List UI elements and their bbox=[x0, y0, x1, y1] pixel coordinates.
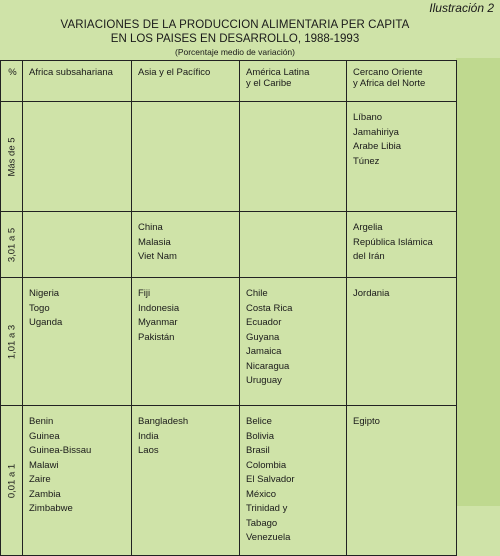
table-cell bbox=[240, 278, 347, 406]
header-row bbox=[1, 61, 457, 102]
title-block bbox=[0, 18, 470, 58]
country-name: Bolivia bbox=[246, 430, 274, 442]
country-name: China bbox=[138, 222, 163, 233]
header-percent: % bbox=[1, 61, 23, 102]
country-name: Ecuador bbox=[246, 317, 282, 328]
country-name: Pakistán bbox=[138, 331, 175, 343]
country-name: Zambia bbox=[29, 488, 61, 500]
row-range-text: 0,01 a 1 bbox=[6, 463, 17, 498]
table-cell bbox=[240, 212, 347, 278]
table-cell bbox=[132, 406, 240, 556]
country-name: Belice bbox=[246, 416, 272, 427]
production-table bbox=[0, 60, 457, 556]
country-name: Uganda bbox=[29, 317, 63, 328]
country-name: Trinidad y bbox=[246, 503, 288, 514]
country-name: Jamaica bbox=[246, 346, 282, 357]
title-line-1: VARIACIONES DE LA PRODUCCION ALIMENTARIA PER CAPITA bbox=[60, 19, 410, 31]
table-cell bbox=[23, 212, 132, 278]
header-africa-subsahariana: Africa subsahariana bbox=[23, 61, 132, 102]
country-name: Fiji bbox=[138, 288, 151, 299]
country-name: Guinea-Bissau bbox=[29, 445, 92, 456]
table-row bbox=[1, 212, 457, 278]
subtitle: (Porcentaje medio de variación) bbox=[174, 47, 295, 57]
country-name: Indonesia bbox=[138, 302, 180, 314]
table-row bbox=[1, 102, 457, 212]
table-cell bbox=[240, 102, 347, 212]
row-range-label bbox=[1, 278, 23, 406]
table-cell bbox=[23, 278, 132, 406]
table-cell bbox=[132, 278, 240, 406]
country-name: Costa Rica bbox=[246, 302, 293, 314]
country-name: Arabe Libia bbox=[353, 141, 402, 152]
table-cell bbox=[23, 102, 132, 212]
table-cell bbox=[347, 212, 457, 278]
table-cell bbox=[23, 406, 132, 556]
country-name: Myanmar bbox=[138, 317, 178, 328]
country-name: Nigeria bbox=[29, 288, 60, 299]
country-name: Venezuela bbox=[246, 532, 291, 543]
country-name: del Irán bbox=[353, 251, 385, 262]
country-name: Benin bbox=[29, 416, 54, 427]
country-name: Líbano bbox=[353, 112, 383, 123]
table-row bbox=[1, 406, 457, 556]
country-name: Jordania bbox=[353, 288, 390, 299]
row-range-text: 1,01 a 3 bbox=[6, 324, 17, 359]
country-name: Guinea bbox=[29, 430, 60, 442]
country-name: República Islámica bbox=[353, 236, 433, 248]
row-range-label bbox=[1, 102, 23, 212]
table-cell bbox=[347, 102, 457, 212]
country-name: Zaire bbox=[29, 474, 51, 485]
table-cell bbox=[132, 102, 240, 212]
table-cell bbox=[347, 406, 457, 556]
row-range-text: 3,01 a 5 bbox=[6, 227, 17, 262]
row-range-label bbox=[1, 406, 23, 556]
country-name: Malasia bbox=[138, 236, 171, 248]
right-margin-strip bbox=[456, 58, 500, 506]
country-name: Viet Nam bbox=[138, 251, 177, 262]
country-name: Brasil bbox=[246, 445, 270, 456]
table-cell bbox=[132, 212, 240, 278]
country-name: El Salvador bbox=[246, 474, 295, 485]
country-name: Chile bbox=[246, 288, 268, 299]
country-name: India bbox=[138, 430, 159, 442]
header-america-latina: América Latina y el Caribe bbox=[240, 61, 347, 102]
country-name: Tabago bbox=[246, 517, 278, 529]
country-name: Túnez bbox=[353, 155, 380, 167]
country-name: Uruguay bbox=[246, 375, 282, 386]
header-cercano-oriente: Cercano Oriente y Africa del Norte bbox=[347, 61, 457, 102]
country-name: Guyana bbox=[246, 331, 280, 343]
table-cell bbox=[240, 406, 347, 556]
row-range-label bbox=[1, 212, 23, 278]
table-row bbox=[1, 278, 457, 406]
country-name: Egipto bbox=[353, 416, 380, 427]
country-name: Malawi bbox=[29, 459, 59, 471]
country-name: Zimbabwe bbox=[29, 503, 73, 514]
row-range-text: Más de 5 bbox=[6, 136, 17, 177]
country-name: Jamahiriya bbox=[353, 126, 399, 138]
country-name: Bangladesh bbox=[138, 416, 189, 427]
header-asia-pacifico: Asia y el Pacífico bbox=[132, 61, 240, 102]
country-name: Colombia bbox=[246, 459, 287, 471]
country-name: Nicaragua bbox=[246, 360, 290, 372]
table-cell bbox=[347, 278, 457, 406]
country-name: Argelia bbox=[353, 222, 383, 233]
country-name: Togo bbox=[29, 302, 50, 314]
country-name: México bbox=[246, 488, 277, 500]
illustration-label: Ilustración 2 bbox=[429, 1, 494, 15]
title-line-2: EN LOS PAISES EN DESARROLLO, 1988-1993 bbox=[110, 33, 360, 45]
country-name: Laos bbox=[138, 445, 159, 456]
